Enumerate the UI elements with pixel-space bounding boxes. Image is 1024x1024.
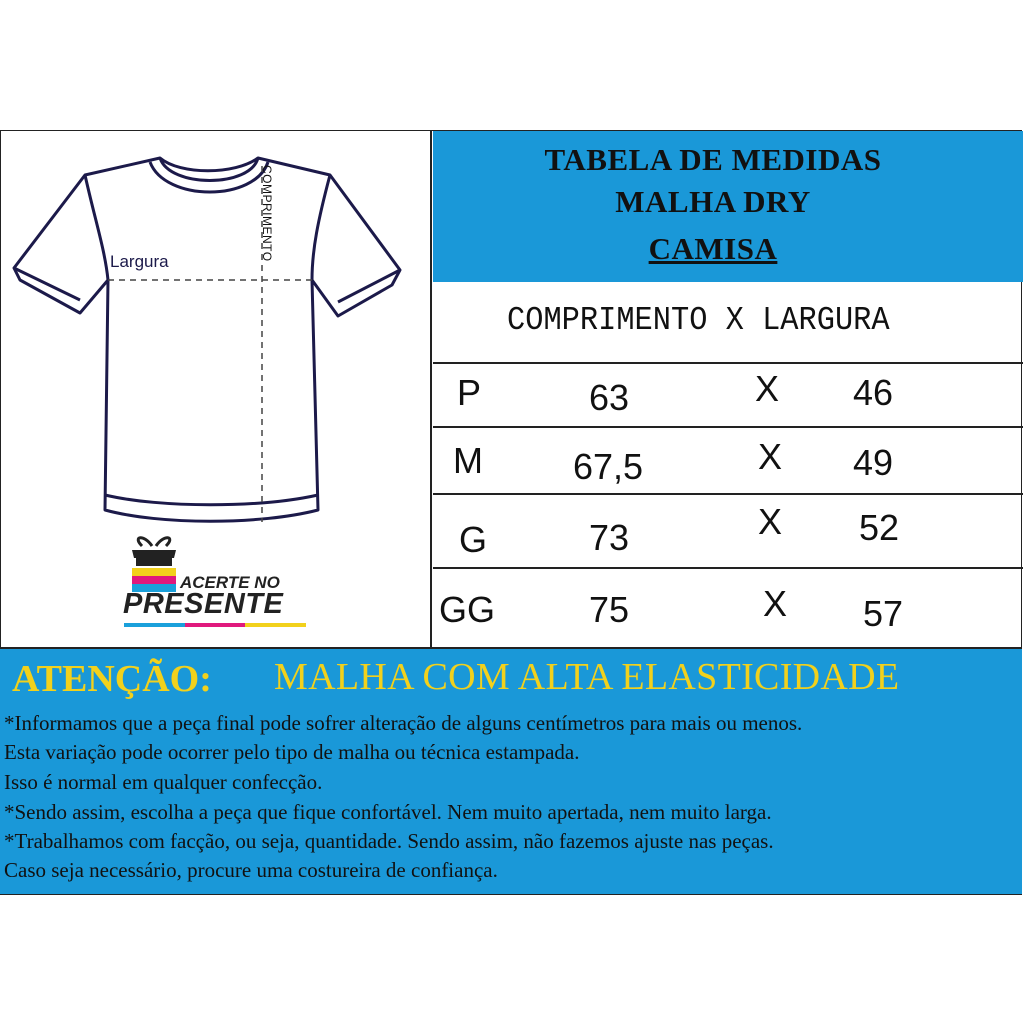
length-value: 73 — [589, 517, 630, 558]
length-value: 75 — [589, 589, 630, 630]
gift-icon — [124, 536, 184, 568]
size-label: P — [457, 372, 482, 413]
table-row — [433, 428, 1023, 495]
note-line: Caso seja necessário, procure uma costureira de confiança. — [4, 858, 498, 882]
separator: X — [758, 436, 783, 477]
table-row — [433, 362, 1023, 428]
width-label: Largura — [110, 252, 169, 271]
table-header: COMPRIMENTO X LARGURA — [507, 302, 890, 339]
logo-line2: PRESENTE — [123, 588, 284, 620]
title-box — [433, 131, 1023, 282]
length-value: 67,5 — [573, 446, 644, 487]
tshirt-diagram — [0, 130, 432, 530]
width-value: 46 — [853, 372, 894, 413]
length-value: 63 — [589, 377, 630, 418]
separator: X — [755, 368, 780, 409]
width-value: 49 — [853, 442, 894, 483]
note-line: Isso é normal em qualquer confecção. — [4, 770, 323, 794]
width-value: 52 — [859, 507, 900, 548]
table-row — [433, 495, 1023, 569]
length-label: COMPRIMENTO — [260, 165, 274, 262]
size-label: G — [459, 519, 488, 560]
table-header-row — [433, 282, 1023, 364]
note-line: *Trabalhamos com facção, ou seja, quantidade. Sendo assim, não fazemos ajuste nas peças. — [4, 829, 774, 853]
note-line: *Sendo assim, escolha a peça que fique confortável. Nem muito apertada, nem muito larga. — [4, 800, 772, 824]
warning-text: MALHA COM ALTA ELASTICIDADE — [274, 656, 900, 698]
width-value: 57 — [863, 593, 904, 634]
title-line3: CAMISA — [648, 231, 778, 266]
store-logo — [120, 536, 310, 631]
warning-box — [0, 647, 1022, 894]
title-line1: TABELA DE MEDIDAS — [544, 142, 882, 177]
note-line: Esta variação pode ocorrer pelo tipo de malha ou técnica estampada. — [4, 740, 580, 764]
note-line: *Informamos que a peça final pode sofrer alteração de alguns centímetros para mais ou menos. — [4, 711, 803, 735]
separator: X — [758, 501, 783, 542]
table-row — [433, 569, 1023, 647]
logo-line1: ACERTE NO — [180, 573, 280, 592]
title-line2: MALHA DRY — [615, 184, 811, 219]
size-label: GG — [439, 589, 496, 630]
separator: X — [763, 583, 788, 624]
size-label: M — [453, 440, 483, 481]
warning-label: ATENÇÃO: — [12, 658, 212, 700]
